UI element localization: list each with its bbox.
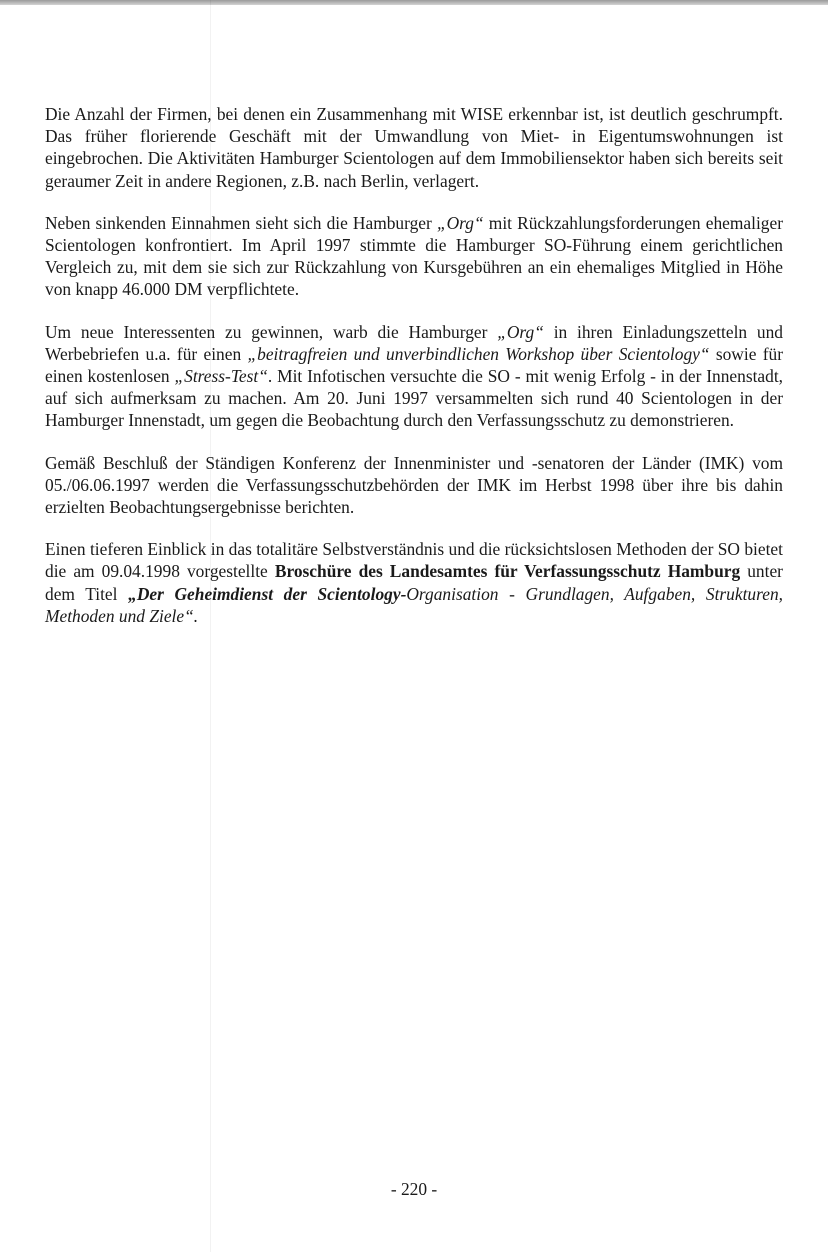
text-run: . Mit Infotischen versuchte die SO - mit wenig Erfolg - in der Innenstadt, auf sich aufmerksam zu machen. Am 20. Juni 1997 versammelten sich rund 40 Scientologen in der Hamburger Innenstadt, um gegen die Beobachtung durch den Verfassungsschutz zu demonstrieren. bbox=[45, 366, 784, 431]
text-run: Die Anzahl der Firmen, bei denen ein Zusammenhang mit WISE erkennbar ist, ist deutlich geschrumpft. Das früher florierende Geschäft mit der Umwandlung von Miet- in Eigentumswohnungen ist eingebrochen. Die Aktivitäten Hamburger Scientologen auf dem Immobiliensektor haben sich bereits seit geraumer Zeit in andere Regionen, z.B. nach Berlin, verlagert. bbox=[45, 104, 783, 191]
text-run: in ihren Einladungszetteln und Werbebriefen u.a. für einen bbox=[45, 321, 783, 364]
text-run: Neben sinkenden Einnahmen sieht sich die Hamburger bbox=[45, 212, 437, 233]
paragraph-brochure bbox=[45, 538, 783, 627]
page-number: - 220 - bbox=[390, 1179, 438, 1199]
paragraph-wise-firms bbox=[45, 103, 783, 192]
text-run: Um neue Interessenten zu gewinnen, warb die Hamburger bbox=[45, 321, 498, 342]
text-run: „Der Geheimdienst der Scientology- bbox=[128, 583, 407, 604]
text-run: Organisation - Grundlagen, Aufgaben, Strukturen, Methoden und Ziele“. bbox=[45, 583, 783, 626]
text-run: Einen tieferen Einblick in das totalitäre Selbstverständnis und die rücksichtslosen Methoden der SO bietet die am 09.04.1998 vorgestellte bbox=[45, 539, 783, 582]
paragraph-imk-resolution bbox=[45, 452, 783, 519]
scan-top-edge bbox=[0, 0, 828, 5]
paragraph-recruitment bbox=[45, 321, 783, 432]
text-run: „Stress-Test“ bbox=[174, 366, 268, 387]
text-run: Broschüre des Landesamtes für Verfassungsschutz Hamburg bbox=[274, 561, 741, 582]
text-run: unter dem Titel bbox=[45, 561, 783, 604]
text-run: mit Rückzahlungsforderungen ehemaliger Scientologen konfrontiert. Im April 1997 stimmte die Hamburger SO-Führung einem gerichtlichen Vergleich zu, mit dem sie sich zur Rückzahlung von Kursgebühren an ein ehemaliges Mitglied in Höhe von knapp 46.000 DM verpflichtete. bbox=[45, 212, 783, 300]
paragraph-revenue-refunds bbox=[45, 212, 783, 301]
text-run: Gemäß Beschluß der Ständigen Konferenz der Innenminister und -senatoren der Länder (IMK) vom 05./06.06.1997 werden die Verfassungsschutzbehörden der IMK im Herbst 1998 über ihre bis dahin erzielten Beobachtungsergebnisse berichten. bbox=[45, 452, 783, 518]
text-run: sowie für einen kostenlosen bbox=[45, 343, 783, 387]
text-run: „beitragfreien und unverbindlichen Workshop über Scientology“ bbox=[247, 343, 710, 364]
page-body bbox=[45, 103, 783, 647]
text-run: „Org“ bbox=[436, 212, 484, 233]
text-run: „Org“ bbox=[497, 321, 544, 342]
